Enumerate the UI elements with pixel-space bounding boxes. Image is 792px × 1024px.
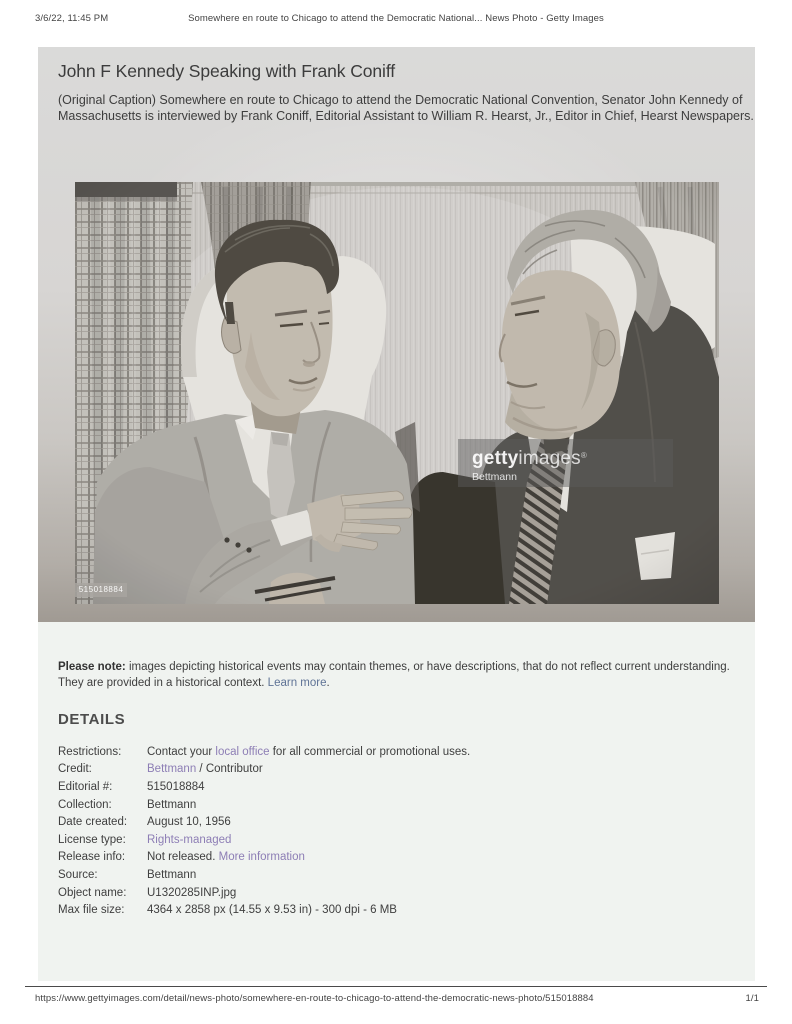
details-row-collection [58, 796, 738, 814]
details-label: Release info: [58, 851, 126, 864]
more-information-link[interactable]: More information [218, 851, 305, 864]
details-value: Contact your [147, 745, 216, 758]
details-row-release-info [58, 849, 738, 867]
notice-label: Please note: [58, 661, 126, 673]
image-id-badge: 515018884 [75, 583, 127, 597]
details-row-source [58, 866, 738, 884]
notice-suffix: . [326, 677, 330, 690]
getty-logo [472, 446, 673, 468]
news-photo [75, 182, 719, 604]
details-value-suffix: for all commercial or promotional uses. [269, 745, 471, 758]
details-label: Credit: [58, 763, 92, 776]
print-document-title: Somewhere en route to Chicago to attend the Democratic National... News Photo - Getty Images [188, 13, 604, 24]
details-row-license-type [58, 831, 738, 849]
details-row-editorial [58, 778, 738, 796]
local-office-link[interactable]: local office [215, 745, 270, 758]
details-label: Object name: [58, 886, 127, 899]
page-title: John F Kennedy Speaking with Frank Coniff [58, 61, 396, 81]
details-label: Date created: [58, 816, 128, 829]
details-label: License type: [58, 833, 126, 846]
details-table [58, 743, 738, 919]
credit-link[interactable]: Bettmann [147, 763, 197, 776]
info-section [38, 622, 755, 981]
rights-managed-link[interactable]: Rights-managed [147, 833, 232, 846]
details-value: 4364 x 2858 px (14.55 x 9.53 in) - 300 dpi - 6 MB [147, 904, 397, 917]
details-row-date-created [58, 813, 738, 831]
details-value: 515018884 [147, 780, 205, 793]
details-value: Bettmann [147, 798, 197, 811]
photo-caption: (Original Caption) Somewhere en route to Chicago to attend the Democratic National Convention, Senator John Kennedy of Massachusetts is interviewed by Frank Coniff, Editorial Assistant to William R. Hearst, Jr., Editor in Chief, Hearst Newspapers. [58, 93, 754, 123]
learn-more-link[interactable]: Learn more [267, 677, 327, 690]
details-value: August 10, 1956 [147, 816, 231, 829]
details-row-restrictions [58, 743, 738, 761]
details-row-credit [58, 761, 738, 779]
details-heading: DETAILS [58, 711, 126, 728]
photo-illustration [75, 182, 719, 604]
details-label: Max file size: [58, 904, 125, 917]
registered-mark: ® [580, 451, 587, 460]
details-value: U1320285INP.jpg [147, 886, 237, 899]
print-page-indicator: 1/1 [745, 993, 759, 1004]
details-label: Source: [58, 868, 98, 881]
details-label: Editorial #: [58, 780, 113, 793]
details-value: Bettmann [147, 868, 197, 881]
details-label: Restrictions: [58, 745, 122, 758]
notice-text: images depicting historical events may contain themes, or have descriptions, that do not reflect current understanding. They are provided in a historical context. [58, 661, 730, 690]
photo-hero-panel [38, 47, 755, 622]
historical-notice [58, 659, 750, 692]
details-value: Not released. [147, 851, 219, 864]
details-row-max-file-size [58, 901, 738, 919]
details-row-object-name [58, 884, 738, 902]
print-source-url: https://www.gettyimages.com/detail/news-photo/somewhere-en-route-to-chicago-to-attend-the-democratic-news-photo/515018884 [35, 993, 594, 1004]
getty-logo-bold: getty [472, 448, 519, 469]
watermark-collection: Bettmann [472, 471, 517, 483]
print-datetime: 3/6/22, 11:45 PM [35, 13, 109, 24]
getty-watermark [458, 439, 673, 487]
details-value-suffix: / Contributor [196, 763, 263, 776]
footer-rule [25, 986, 767, 987]
details-label: Collection: [58, 798, 112, 811]
getty-logo-light: images [518, 448, 581, 469]
